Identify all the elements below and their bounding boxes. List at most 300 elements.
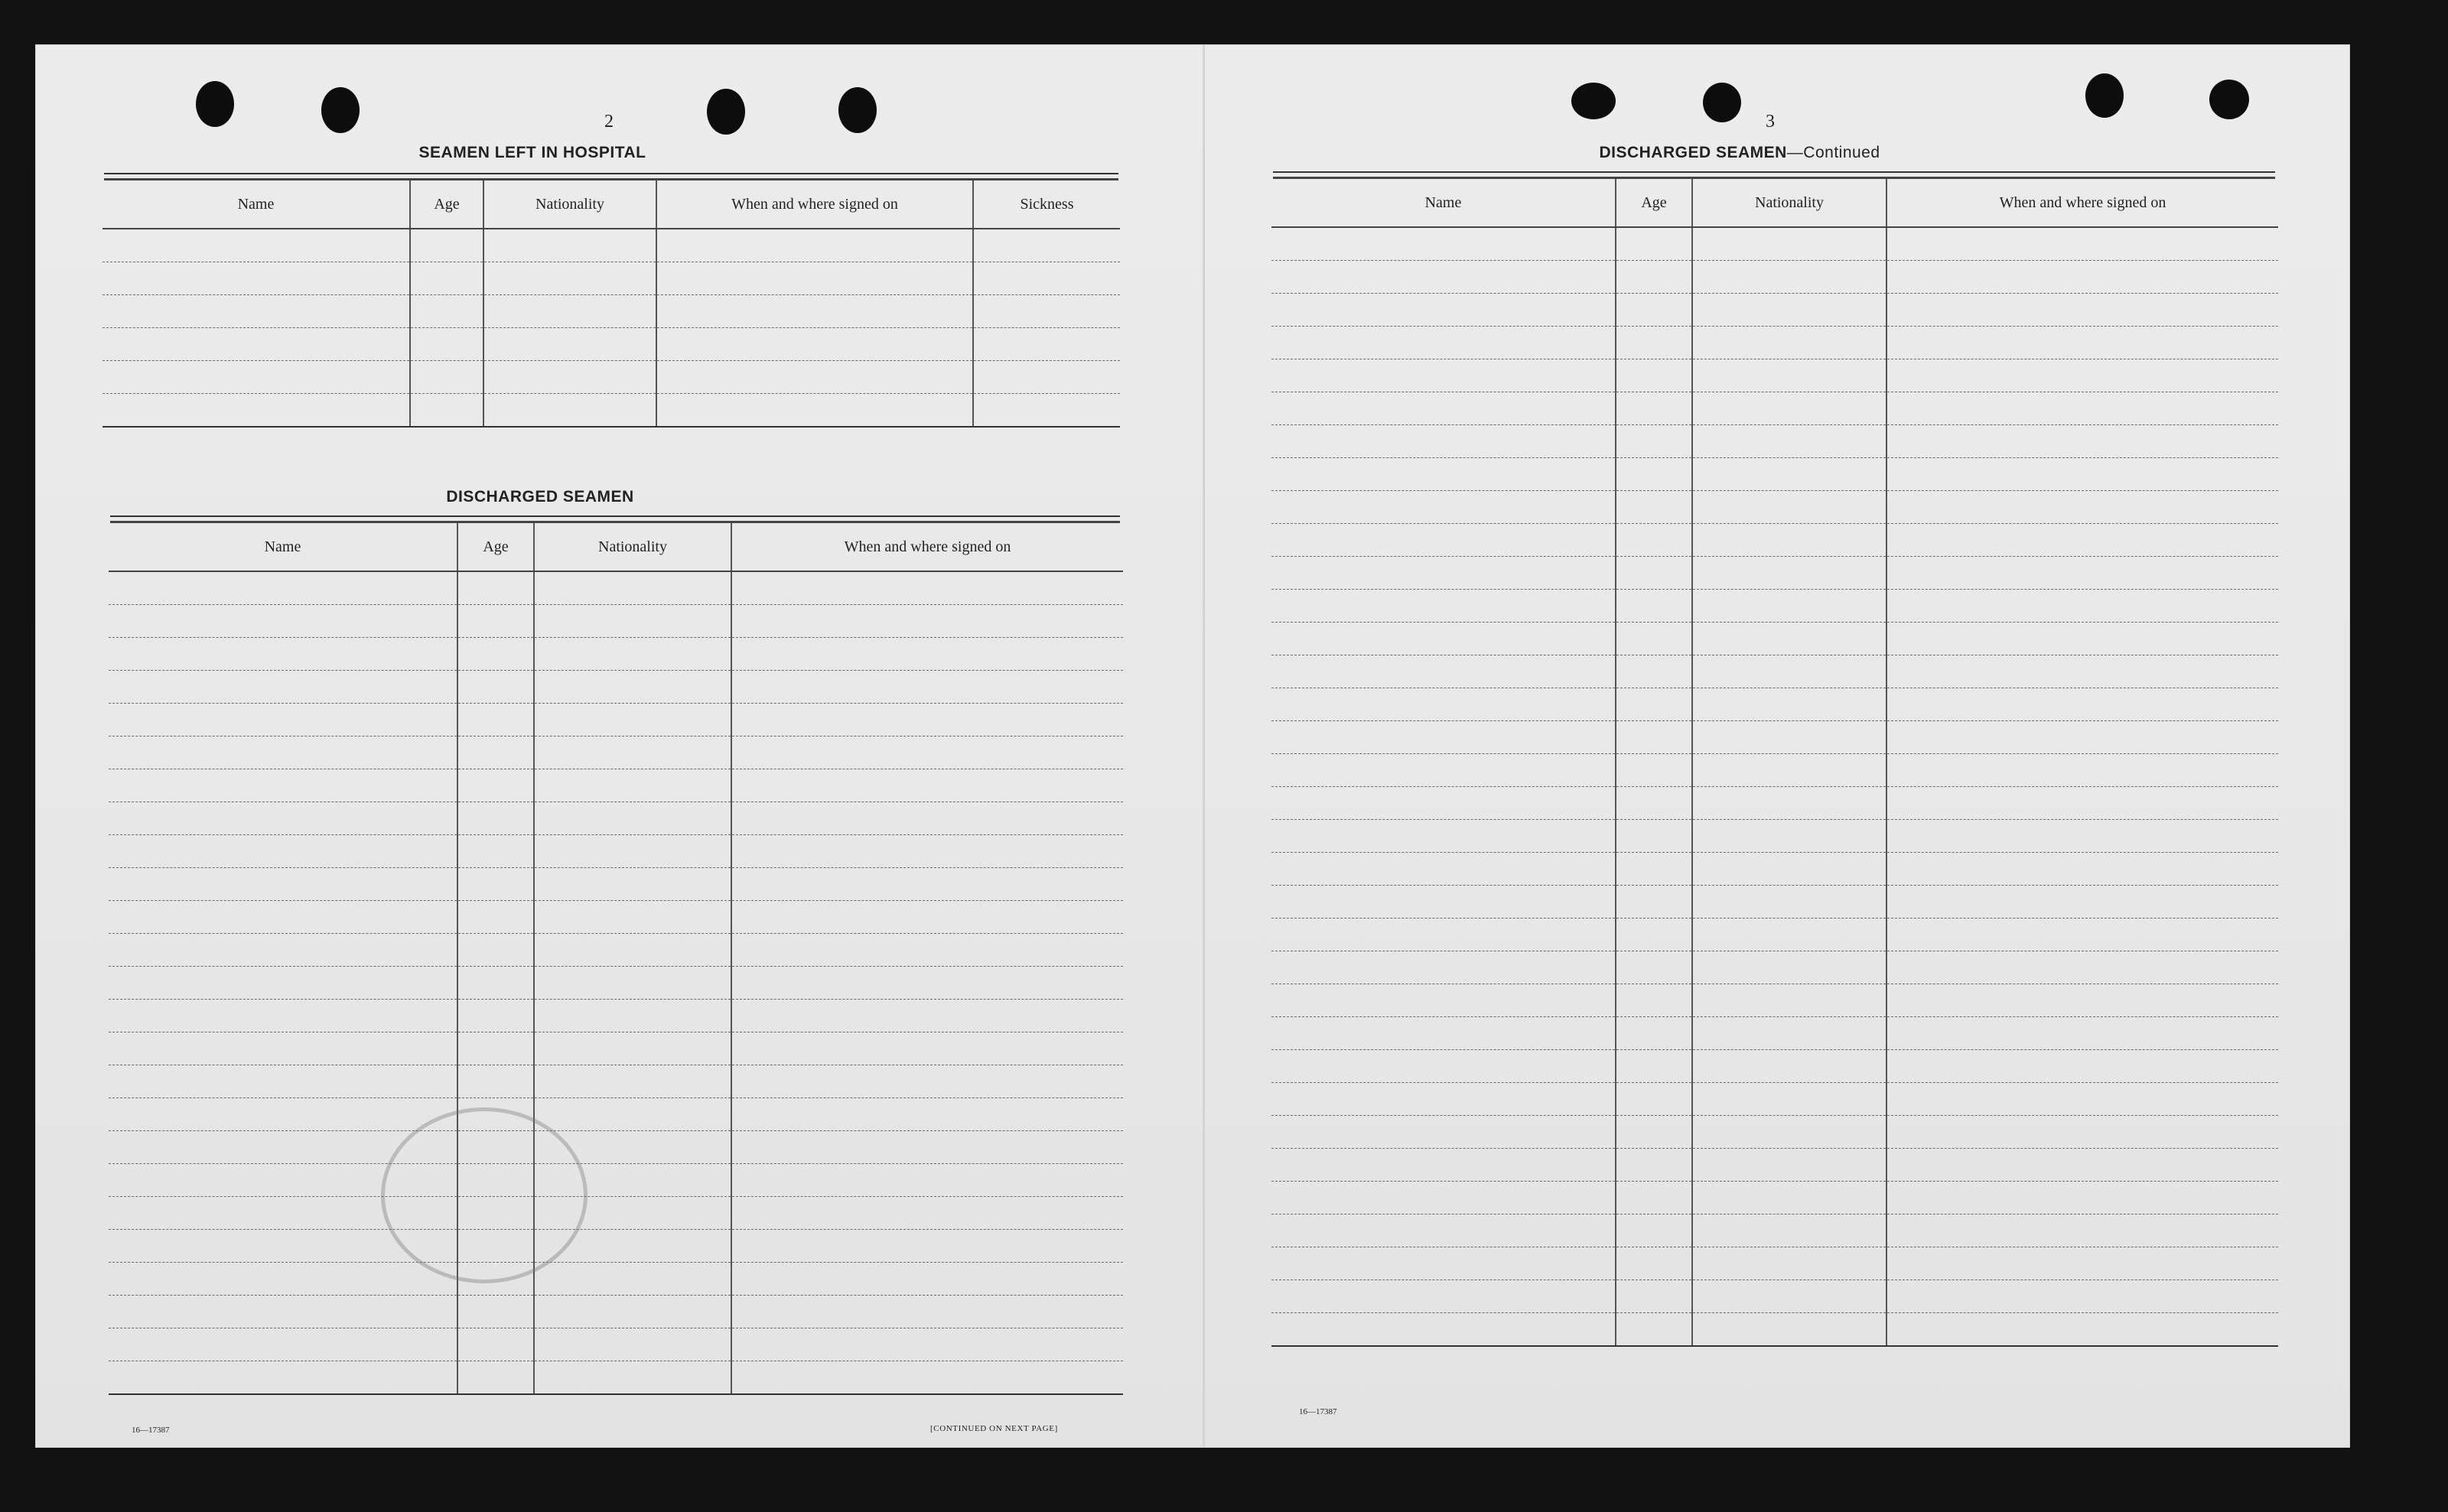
table-cell <box>534 605 731 638</box>
table-cell <box>1886 886 2278 919</box>
column-header: Age <box>1616 179 1692 227</box>
table-cell <box>731 1032 1123 1065</box>
table-cell <box>534 1361 731 1395</box>
table-cell <box>1886 820 2278 853</box>
table-row <box>109 1098 1123 1131</box>
table-row <box>1271 491 2278 524</box>
table-cell <box>1692 1017 1886 1050</box>
table-cell <box>1271 886 1616 919</box>
table-cell <box>1616 294 1692 327</box>
left-page <box>35 44 1204 1448</box>
hospital-section-title: SEAMEN LEFT IN HOSPITAL <box>418 144 646 161</box>
table-row <box>109 571 1123 605</box>
table-cell <box>1616 524 1692 557</box>
table-row <box>103 262 1120 295</box>
table-row <box>1271 1083 2278 1116</box>
table-cell <box>1271 1280 1616 1313</box>
table-cell <box>109 835 457 868</box>
table-cell <box>1271 524 1616 557</box>
table-row <box>109 638 1123 671</box>
table-cell <box>1692 1050 1886 1083</box>
table-cell <box>731 1328 1123 1361</box>
table-cell <box>731 1000 1123 1032</box>
table-header-row <box>103 180 1120 229</box>
table-cell <box>109 802 457 835</box>
table-row <box>1271 820 2278 853</box>
table-cell <box>1886 1050 2278 1083</box>
table-cell <box>1692 557 1886 590</box>
table-cell <box>1692 327 1886 359</box>
table-cell <box>457 967 534 1000</box>
table-cell <box>457 671 534 704</box>
discharged-continued-title <box>1533 144 1946 162</box>
table-cell <box>1271 919 1616 951</box>
table-cell <box>1692 392 1886 425</box>
table-row <box>103 361 1120 394</box>
table-cell <box>1886 1214 2278 1247</box>
table-cell <box>109 638 457 671</box>
table-cell <box>731 1098 1123 1131</box>
table-cell <box>1616 1214 1692 1247</box>
table-cell <box>1616 359 1692 392</box>
table-cell <box>1692 951 1886 984</box>
table-cell <box>656 394 973 428</box>
table-cell <box>1271 590 1616 623</box>
table-cell <box>731 1164 1123 1197</box>
table-cell <box>731 967 1123 1000</box>
table-cell <box>534 704 731 736</box>
right-page <box>1204 44 2350 1448</box>
table-cell <box>1616 425 1692 458</box>
table-cell <box>103 394 410 428</box>
table-cell <box>534 1098 731 1131</box>
table-cell <box>457 605 534 638</box>
form-code: 16—17387 <box>1299 1407 1337 1416</box>
table-cell <box>1886 984 2278 1017</box>
table-row <box>1271 951 2278 984</box>
table-cell <box>1886 1247 2278 1280</box>
table-row <box>1271 458 2278 491</box>
table-row <box>1271 853 2278 886</box>
table-row <box>1271 1149 2278 1182</box>
table-cell <box>1692 491 1886 524</box>
table-cell <box>109 605 457 638</box>
table-row <box>1271 1182 2278 1214</box>
table-row <box>1271 294 2278 327</box>
table-row <box>109 835 1123 868</box>
table-cell <box>1886 294 2278 327</box>
table-cell <box>1692 1182 1886 1214</box>
table-cell <box>1886 919 2278 951</box>
table-cell <box>1886 721 2278 754</box>
table-cell <box>1271 1247 1616 1280</box>
table-cell <box>534 967 731 1000</box>
table-cell <box>534 802 731 835</box>
table-row <box>109 1131 1123 1164</box>
table-cell <box>457 571 534 605</box>
table-cell <box>1886 655 2278 688</box>
table-cell <box>109 1263 457 1296</box>
table-cell <box>109 1328 457 1361</box>
column-header: When and where signed on <box>731 523 1123 571</box>
table-row <box>1271 886 2278 919</box>
table-cell <box>731 736 1123 769</box>
table-cell <box>973 361 1120 394</box>
table-cell <box>1692 984 1886 1017</box>
table-cell <box>1886 425 2278 458</box>
table-cell <box>109 571 457 605</box>
table-row <box>109 868 1123 901</box>
table-cell <box>1616 787 1692 820</box>
table-cell <box>109 769 457 802</box>
table-header-row <box>1271 179 2278 227</box>
table-cell <box>109 868 457 901</box>
table-cell <box>656 361 973 394</box>
table-cell <box>1616 655 1692 688</box>
table-cell <box>1886 754 2278 787</box>
punch-hole <box>2085 73 2124 118</box>
punch-hole <box>196 81 234 127</box>
table-cell <box>483 262 656 295</box>
table-cell <box>1616 491 1692 524</box>
table-row <box>109 1164 1123 1197</box>
table-cell <box>973 262 1120 295</box>
table-cell <box>1692 1280 1886 1313</box>
table-row <box>109 901 1123 934</box>
table-row <box>109 736 1123 769</box>
table-cell <box>457 1296 534 1328</box>
table-cell <box>457 802 534 835</box>
table-cell <box>1271 1083 1616 1116</box>
column-header: Nationality <box>1692 179 1886 227</box>
table-cell <box>1616 261 1692 294</box>
table-cell <box>1886 1313 2278 1347</box>
table-header-row <box>109 523 1123 571</box>
table-cell <box>1271 951 1616 984</box>
table-row <box>1271 1247 2278 1280</box>
table-cell <box>1271 1214 1616 1247</box>
table-cell <box>1271 1116 1616 1149</box>
table-cell <box>1692 787 1886 820</box>
table-cell <box>1886 787 2278 820</box>
table-row <box>109 1197 1123 1230</box>
table-cell <box>1271 294 1616 327</box>
table-cell <box>457 1361 534 1395</box>
continued-note: [CONTINUED ON NEXT PAGE] <box>930 1424 1058 1433</box>
table-cell <box>410 394 483 428</box>
table-cell <box>1616 1313 1692 1347</box>
table-cell <box>731 638 1123 671</box>
table-cell <box>731 802 1123 835</box>
discharged-continued-table <box>1271 179 2278 1347</box>
table-cell <box>1692 820 1886 853</box>
table-cell <box>1692 1116 1886 1149</box>
discharged-section-title: DISCHARGED SEAMEN <box>446 488 634 506</box>
punch-hole <box>321 87 360 133</box>
punch-hole <box>707 89 745 135</box>
table-row <box>109 671 1123 704</box>
hospital-table <box>103 180 1120 428</box>
table-cell <box>109 704 457 736</box>
table-cell <box>534 736 731 769</box>
table-cell <box>656 295 973 328</box>
section-rule <box>1273 171 2275 179</box>
table-cell <box>1886 392 2278 425</box>
table-cell <box>1886 951 2278 984</box>
table-row <box>109 934 1123 967</box>
form-code: 16—17387 <box>132 1426 170 1435</box>
table-cell <box>109 736 457 769</box>
table-cell <box>1692 721 1886 754</box>
table-cell <box>109 901 457 934</box>
table-cell <box>1692 1083 1886 1116</box>
table-cell <box>534 671 731 704</box>
table-cell <box>1886 491 2278 524</box>
table-cell <box>1616 458 1692 491</box>
table-cell <box>534 1328 731 1361</box>
table-cell <box>1271 1182 1616 1214</box>
table-cell <box>1692 919 1886 951</box>
table-row <box>1271 524 2278 557</box>
column-header: Sickness <box>973 180 1120 229</box>
table-cell <box>1271 458 1616 491</box>
table-cell <box>1692 590 1886 623</box>
table-cell <box>457 835 534 868</box>
table-cell <box>1616 853 1692 886</box>
table-cell <box>1886 327 2278 359</box>
column-header: When and where signed on <box>1886 179 2278 227</box>
table-cell <box>1886 1116 2278 1149</box>
table-cell <box>534 868 731 901</box>
table-cell <box>410 262 483 295</box>
table-row <box>103 394 1120 428</box>
table-cell <box>1616 1182 1692 1214</box>
table-cell <box>534 934 731 967</box>
table-cell <box>1271 721 1616 754</box>
column-header: Name <box>103 180 410 229</box>
table-cell <box>1616 820 1692 853</box>
table-cell <box>534 1065 731 1098</box>
punch-hole <box>1571 83 1616 119</box>
column-header: Nationality <box>483 180 656 229</box>
table-cell <box>534 571 731 605</box>
table-cell <box>1271 359 1616 392</box>
discharged-table <box>109 523 1123 1395</box>
table-cell <box>973 328 1120 361</box>
table-cell <box>109 1296 457 1328</box>
table-cell <box>1271 491 1616 524</box>
table-cell <box>1692 261 1886 294</box>
table-row <box>103 328 1120 361</box>
table-cell <box>1692 524 1886 557</box>
table-cell <box>534 835 731 868</box>
table-cell <box>1271 327 1616 359</box>
table-row <box>1271 359 2278 392</box>
table-cell <box>1271 557 1616 590</box>
table-cell <box>656 262 973 295</box>
faint-stamp <box>381 1107 588 1283</box>
table-cell <box>1886 623 2278 655</box>
table-cell <box>109 934 457 967</box>
table-cell <box>1271 1149 1616 1182</box>
table-cell <box>1616 886 1692 919</box>
table-cell <box>1692 458 1886 491</box>
table-cell <box>1616 1050 1692 1083</box>
table-cell <box>1616 1116 1692 1149</box>
table-cell <box>410 328 483 361</box>
table-cell <box>103 229 410 262</box>
table-cell <box>534 769 731 802</box>
table-cell <box>1886 557 2278 590</box>
table-cell <box>534 1032 731 1065</box>
column-header: When and where signed on <box>656 180 973 229</box>
table-cell <box>1886 1083 2278 1116</box>
table-cell <box>731 934 1123 967</box>
table-cell <box>1616 721 1692 754</box>
table-cell <box>1616 951 1692 984</box>
column-header: Nationality <box>534 523 731 571</box>
table-cell <box>656 328 973 361</box>
table-row <box>109 967 1123 1000</box>
table-cell <box>731 1197 1123 1230</box>
table-cell <box>1271 853 1616 886</box>
table-cell <box>1886 1280 2278 1313</box>
table-row <box>103 229 1120 262</box>
table-row <box>1271 1214 2278 1247</box>
table-cell <box>1692 688 1886 721</box>
table-cell <box>731 704 1123 736</box>
table-cell <box>534 1000 731 1032</box>
table-cell <box>1271 1017 1616 1050</box>
table-cell <box>1692 425 1886 458</box>
table-cell <box>457 1328 534 1361</box>
table-cell <box>1271 623 1616 655</box>
table-cell <box>534 901 731 934</box>
table-row <box>1271 754 2278 787</box>
table-cell <box>1616 1149 1692 1182</box>
table-row <box>1271 327 2278 359</box>
table-cell <box>483 361 656 394</box>
table-row <box>1271 1313 2278 1347</box>
table-cell <box>1271 820 1616 853</box>
table-cell <box>1616 688 1692 721</box>
table-cell <box>1886 458 2278 491</box>
punch-hole <box>1703 83 1741 122</box>
table-row <box>109 769 1123 802</box>
table-cell <box>103 295 410 328</box>
table-cell <box>1692 1247 1886 1280</box>
table-cell <box>656 229 973 262</box>
table-row <box>109 605 1123 638</box>
table-row <box>109 1296 1123 1328</box>
table-cell <box>1886 688 2278 721</box>
table-row <box>109 1263 1123 1296</box>
table-row <box>1271 623 2278 655</box>
table-cell <box>109 1065 457 1098</box>
table-cell <box>457 638 534 671</box>
page-number: 2 <box>604 112 614 132</box>
table-cell <box>1692 623 1886 655</box>
table-row <box>109 1230 1123 1263</box>
table-row <box>109 1065 1123 1098</box>
punch-hole <box>838 87 877 133</box>
table-cell <box>103 328 410 361</box>
table-cell <box>1616 557 1692 590</box>
table-cell <box>1886 853 2278 886</box>
column-header: Name <box>109 523 457 571</box>
table-row <box>109 1328 1123 1361</box>
table-cell <box>1692 359 1886 392</box>
table-cell <box>1271 688 1616 721</box>
punch-hole <box>2209 80 2249 119</box>
table-cell <box>731 1131 1123 1164</box>
table-cell <box>1271 392 1616 425</box>
table-cell <box>1616 392 1692 425</box>
table-cell <box>1271 425 1616 458</box>
table-cell <box>1886 1182 2278 1214</box>
table-cell <box>109 1361 457 1395</box>
table-cell <box>1616 754 1692 787</box>
table-cell <box>457 736 534 769</box>
table-cell <box>483 295 656 328</box>
table-cell <box>1616 919 1692 951</box>
table-cell <box>731 868 1123 901</box>
table-cell <box>1692 886 1886 919</box>
table-cell <box>731 769 1123 802</box>
table-row <box>109 1361 1123 1395</box>
table-cell <box>1271 261 1616 294</box>
table-cell <box>1692 655 1886 688</box>
table-cell <box>457 934 534 967</box>
table-cell <box>1616 1017 1692 1050</box>
table-cell <box>1692 1214 1886 1247</box>
table-cell <box>1886 227 2278 261</box>
column-header: Name <box>1271 179 1616 227</box>
table-cell <box>1271 984 1616 1017</box>
table-cell <box>1616 227 1692 261</box>
table-cell <box>410 361 483 394</box>
table-row <box>109 802 1123 835</box>
table-row <box>1271 688 2278 721</box>
table-cell <box>731 835 1123 868</box>
table-cell <box>1271 227 1616 261</box>
table-row <box>1271 655 2278 688</box>
table-row <box>1271 227 2278 261</box>
table-cell <box>457 901 534 934</box>
table-row <box>1271 787 2278 820</box>
table-cell <box>1616 1083 1692 1116</box>
section-title-text: DISCHARGED SEAMEN <box>1599 144 1787 161</box>
table-cell <box>1271 1313 1616 1347</box>
table-cell <box>410 295 483 328</box>
table-row <box>1271 425 2278 458</box>
table-cell <box>103 361 410 394</box>
table-cell <box>1616 623 1692 655</box>
table-cell <box>731 1361 1123 1395</box>
table-cell <box>973 229 1120 262</box>
table-cell <box>457 704 534 736</box>
table-cell <box>1692 294 1886 327</box>
table-cell <box>483 394 656 428</box>
table-cell <box>483 229 656 262</box>
table-cell <box>731 1296 1123 1328</box>
table-row <box>103 295 1120 328</box>
table-cell <box>1886 261 2278 294</box>
table-cell <box>457 868 534 901</box>
table-row <box>1271 1050 2278 1083</box>
table-cell <box>410 229 483 262</box>
column-header: Age <box>410 180 483 229</box>
